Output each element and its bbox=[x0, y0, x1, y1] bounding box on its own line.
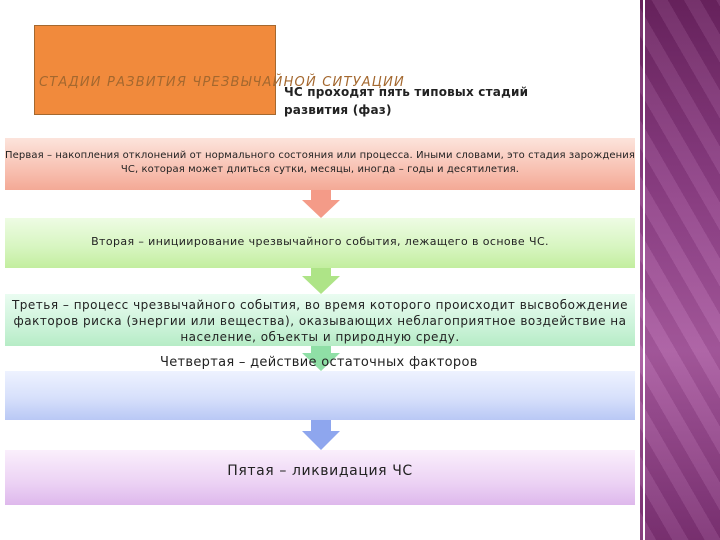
stage-4-box bbox=[5, 371, 635, 420]
stage-2-box bbox=[5, 218, 635, 268]
stage-3-text: Третья – процесс чрезвычайного события, во время которого происходит высвобождение факторов риска (энергии или вещества), оказывающих неблагоприятное воздействие на население, объекты и природную среду. bbox=[11, 298, 629, 344]
decorative-side-panel bbox=[640, 0, 720, 540]
stage-1-text: Первая – накопления отклонений от нормального состояния или процесса. Иными словами, это стадия зарождения ЧС, которая может длиться сутки, месяцы, иногда – годы и десятилетия. bbox=[5, 150, 635, 175]
stage-5-text: Пятая – ликвидация ЧС bbox=[227, 463, 413, 479]
stage-1-box bbox=[5, 138, 635, 190]
down-arrow-icon bbox=[302, 420, 340, 450]
slide-title: СТАДИИ РАЗВИТИЯ ЧРЕЗВЫЧАЙНОЙ СИТУАЦИИ bbox=[39, 75, 405, 90]
down-arrow-icon bbox=[302, 190, 340, 218]
side-divider bbox=[643, 0, 645, 540]
down-arrow-icon bbox=[302, 268, 340, 294]
stage-2-text: Вторая – инициирование чрезвычайного события, лежащего в основе ЧС. bbox=[91, 235, 549, 248]
stage-4-text: Четвертая – действие остаточных факторов bbox=[160, 355, 478, 370]
title-box bbox=[34, 25, 405, 115]
intro-text: ЧС проходят пять типовых стадий развития (фаз) bbox=[284, 85, 529, 117]
stage-3-box bbox=[5, 294, 635, 346]
stage-5-box bbox=[5, 450, 635, 505]
